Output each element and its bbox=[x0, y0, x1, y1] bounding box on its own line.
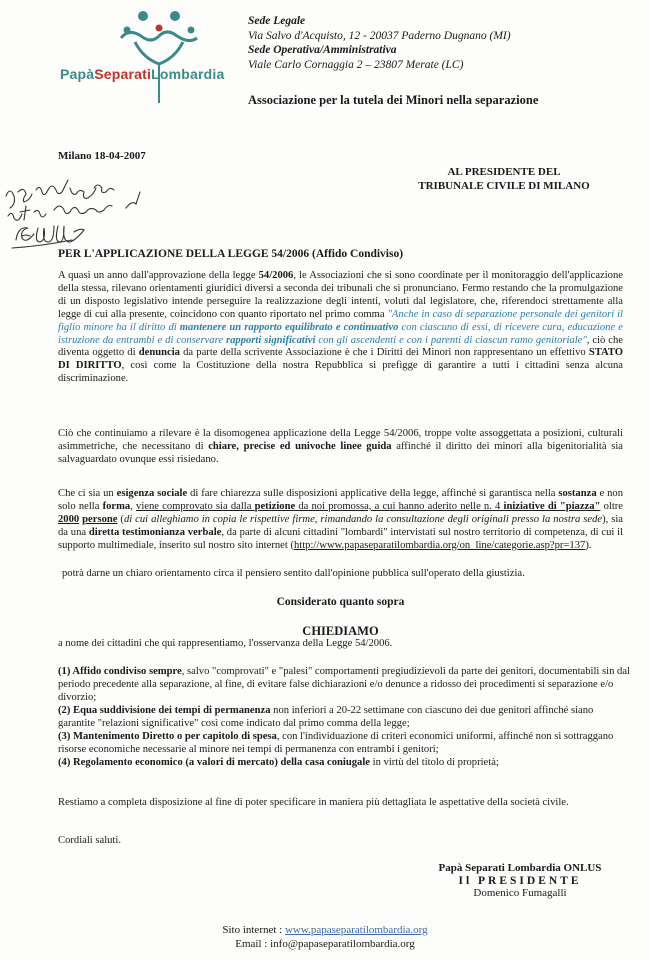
chiediamo-heading: CHIEDIAMO bbox=[302, 624, 379, 638]
list-item: (4) Regolamento economico (a valori di mercato) della casa coniugale in virtù del titolo di proprietà; bbox=[58, 757, 499, 768]
sede-legale-address: Via Salvo d'Acquisto, 12 - 20037 Paderno Dugnano (MI) bbox=[248, 29, 511, 42]
email-link[interactable]: info@papaseparatilombardia.org bbox=[270, 937, 415, 950]
addressee-line: AL PRESIDENTE DEL bbox=[447, 166, 561, 178]
sede-operativa-label: Sede Operativa/Amministrativa bbox=[248, 44, 397, 56]
association-tagline: Associazione per la tutela dei Minori nella separazione bbox=[248, 93, 539, 107]
paragraph-2: Ciò che continuiamo a rilevare è la disomogenea applicazione della Legge 54/2006, troppe volte assoggettata a posizioni, culturali asimmetriche, che necessitano di chiare, precise ed univoche linee guida affinché il diritto dei minori alla bigenitorialità sia salvaguardato ovunque essi risiedano. bbox=[58, 428, 623, 465]
request-list bbox=[58, 665, 633, 769]
letterhead-addresses bbox=[248, 14, 511, 72]
addressee-line: TRIBUNALE CIVILE DI MILANO bbox=[418, 179, 590, 192]
logo-wordmark: PapàSeparatiLombardia bbox=[60, 66, 225, 82]
letter-subject: PER L'APPLICAZIONE DELLA LEGGE 54/2006 (Affido Condiviso) bbox=[58, 248, 404, 260]
signature-name: Domenico Fumagalli bbox=[473, 887, 567, 899]
footer bbox=[0, 924, 650, 951]
addressee bbox=[404, 166, 604, 193]
signature-role: Il PRESIDENTE bbox=[458, 874, 582, 887]
closing-paragraph: Restiamo a completa disposizione al fine di poter specificare in maniera più dettagliata le aspettative della società civile. bbox=[58, 797, 569, 808]
sede-operativa-address: Viale Carlo Cornaggia 2 – 23807 Merate (LC) bbox=[248, 58, 464, 71]
paragraph-3b: potrà darne un chiaro orientamento circa il pensiero sentito dall'opinione pubblica sull'operato della giustizia. bbox=[62, 568, 525, 579]
footer-email: Email : info@papaseparatilombardia.org bbox=[235, 937, 415, 950]
signature-org: Papà Separati Lombardia ONLUS bbox=[438, 862, 602, 874]
considerato-heading: Considerato quanto sopra bbox=[276, 596, 405, 608]
site-link[interactable]: www.papaseparatilombardia.org bbox=[284, 924, 428, 936]
signature-block bbox=[380, 862, 650, 900]
greeting: Cordiali saluti. bbox=[58, 835, 121, 846]
list-item: (3) Mantenimento Diretto o per capitolo di spesa, con l'individuazione di criteri economici uniformi, affinché non si sottraggano risorse economiche necessarie al minore nei tempi di permanenza con entrambi i genitori; bbox=[58, 731, 614, 755]
paragraph-3: Che ci sia un esigenza sociale di fare chiarezza sulle disposizioni applicative della legge, affinché si garantisca nella sostanza e non solo nella forma, viene comprovato sia dalla petizione da noi promossa, a cui hanno aderito nelle n. 4 iniziative di "piazza" oltre 2000 persone (di cui alleghiamo in copia le rispettive firme, rimandando la consultazione degli originali presso la nostra sede), sia da una diretta testimonianza verbale, da parte di alcuni cittadini "lombardi" intervistati sul nostro territorio di competenza, di cui il supporto multimediale, inserito sul nostro sito internet (http://www.papaseparatilombardia.org/on_line/categorie.asp?pr=137). bbox=[58, 488, 624, 551]
list-item: (2) Equa suddivisione dei tempi di permanenza non inferiori a 20-22 settimane con ciascuno dei due genitori affinché siano garantite "relazioni significative" così come indicato dal primo comma della legge; bbox=[58, 705, 594, 729]
paragraph-1: A quasi un anno dall'approvazione della legge 54/2006, le Associazioni che si sono coordinate per il monitoraggio dell'applicazione della stessa, rilevano orientamenti giuridici diversi a seconda dei tribunali che si pronunciano. Fermo restando che la promulgazione di un disposto legislativo intende perseguire la realizzazione degli intenti, voluti dal legislatore, che, riferendoci strettamente alla legge di cui alla presente, coincidono con quanto riportato nel primo comma "Anche in caso di separazione personale dei genitori il figlio minore ha il diritto di mantenere un rapporto equilibrato e continuativo con ciascuno di essi, di ricevere cura, educazione e istruzione da entrambi e di conservare rapporti significativi con gli ascendenti e con i parenti di ciascun ramo genitoriale", ciò che diventa oggetto di denuncia da parte della scrivente Associazione è che i Diritti dei Minori non rappresentano un effettivo STATO DI DIRITTO, così come la Costituzione della nostra Repubblica si prefigge di garantire a tutti i cittadini senza alcuna discriminazione. bbox=[58, 270, 623, 385]
video-link[interactable]: http://www.papaseparatilombardia.org/on_line/categorie.asp?pr=137 bbox=[293, 539, 586, 551]
logo-figures bbox=[55, 8, 235, 108]
sede-legale-label: Sede Legale bbox=[248, 15, 306, 27]
chiediamo-sub: a nome dei cittadini che qui rappresentiamo, l'osservanza della Legge 54/2006. bbox=[58, 638, 393, 649]
footer-site: Sito internet : www.papaseparatilombardia.org bbox=[222, 924, 428, 936]
list-item: (1) Affido condiviso sempre, salvo "comprovati" e "palesi" comportamenti pregiudizievoli da parte dei genitori, documentabili sin dal periodo precedente alla separazione, al fine, di evitare false dichiarazioni e/o denunce a ridosso dei procedimenti si separazione e/o divorzio; bbox=[58, 666, 630, 703]
letter-date: Milano 18-04-2007 bbox=[58, 150, 146, 162]
